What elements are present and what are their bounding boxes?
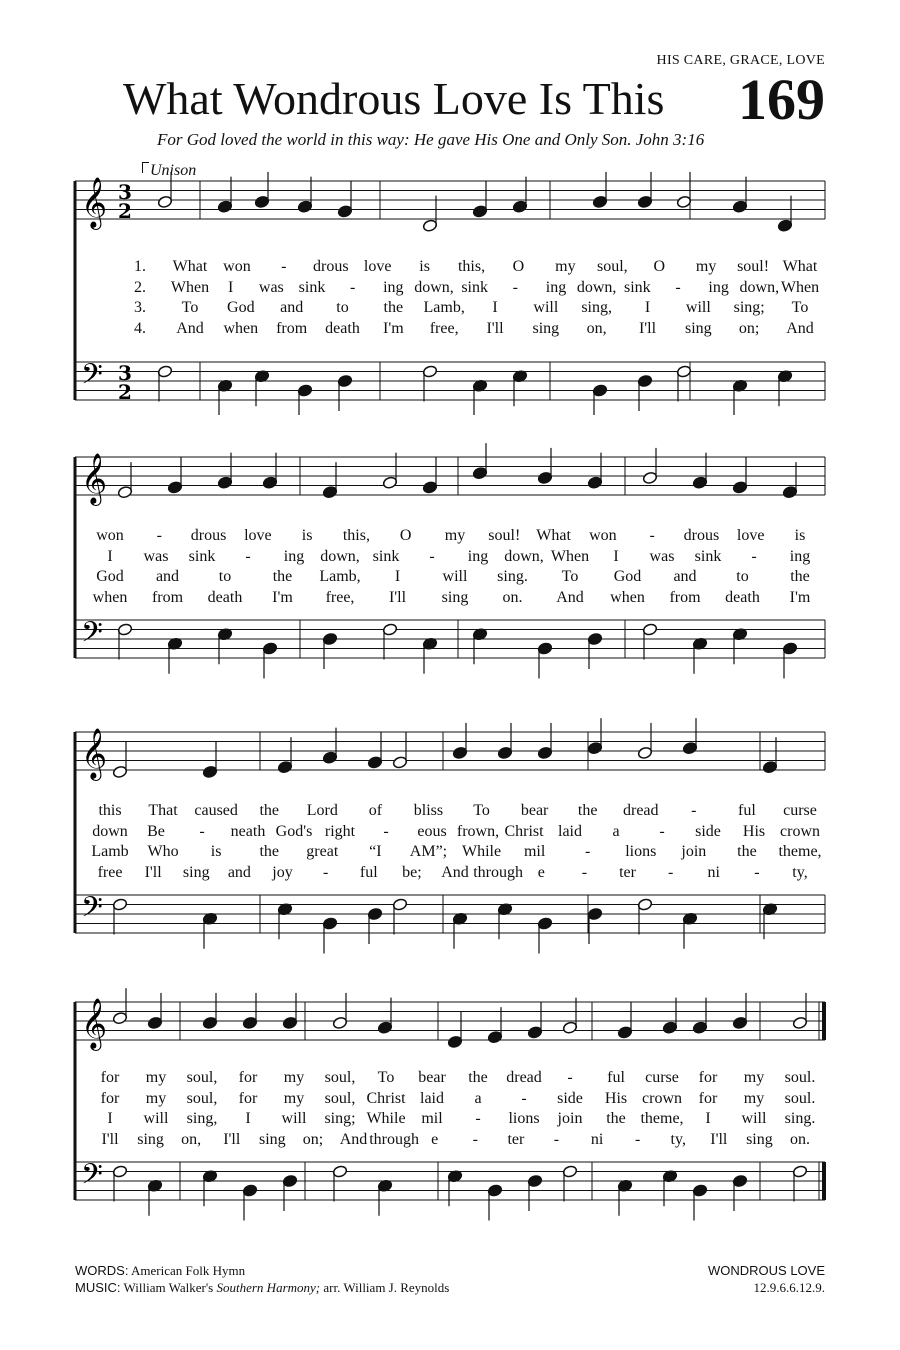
- lyric-syllable: ing: [283, 547, 305, 565]
- lyric-syllable: the: [737, 843, 757, 860]
- lyric-syllable: soul,: [186, 1069, 218, 1086]
- lyric-syllable: the: [272, 568, 293, 585]
- lyric-syllable: lions: [508, 1110, 540, 1127]
- credits-tune: [708, 1262, 825, 1296]
- lyric-syllable: sing: [137, 1130, 164, 1148]
- lyric-syllable: I'll: [144, 863, 162, 881]
- lyric-syllable: sing: [684, 319, 712, 337]
- lyric-syllable: -: [429, 547, 435, 565]
- meter: 12.9.6.6.12.9.: [753, 1280, 825, 1295]
- lyric-syllable: Lamb,: [423, 299, 465, 316]
- lyric-syllable: sink: [188, 547, 216, 565]
- lyric-syllable: When: [550, 547, 590, 565]
- treble-clef-icon: 𝄞: [81, 998, 108, 1049]
- lyric-syllable: sing: [182, 863, 210, 881]
- treble-clef-icon: 𝄞: [81, 453, 108, 504]
- lyric-syllable: laid: [558, 822, 582, 840]
- lyric-syllable: While: [366, 1110, 406, 1127]
- lyric-syllable: ter: [507, 1130, 525, 1148]
- lyric-syllable: I: [107, 547, 113, 565]
- lyric-syllable: is: [301, 527, 313, 544]
- lyric-syllable: won: [96, 527, 124, 544]
- lyric-syllable: will: [741, 1110, 767, 1127]
- lyric-syllable: I: [705, 1110, 711, 1127]
- lyric-syllable: -: [521, 1089, 527, 1107]
- lyric-syllable: What: [782, 258, 818, 275]
- lyric-syllable: join: [557, 1110, 583, 1127]
- lyric-syllable: my: [695, 258, 717, 275]
- lyric-syllable: I'll: [388, 588, 407, 606]
- time-signature-bottom: 2: [118, 199, 132, 223]
- lyric-syllable: death: [725, 588, 760, 606]
- lyric-syllable: And: [441, 863, 469, 881]
- lyric-syllable: this,: [457, 258, 486, 275]
- lyric-syllable: free: [97, 863, 123, 881]
- lyric-syllable: I: [644, 299, 651, 316]
- lyric-syllable: my: [145, 1069, 167, 1086]
- lyric-syllable: is: [794, 527, 806, 544]
- lyric-syllable: ni: [590, 1130, 604, 1148]
- lyric-syllable: down,: [414, 278, 454, 296]
- lyric-syllable: -: [634, 1130, 641, 1148]
- lyric-syllable: And: [339, 1130, 368, 1148]
- lyric-syllable: To: [561, 568, 579, 585]
- lyric-syllable: my: [743, 1069, 765, 1086]
- lyric-syllable: the: [383, 299, 404, 316]
- lyric-syllable: on;: [302, 1130, 324, 1148]
- lyric-syllable: bear: [520, 802, 549, 819]
- lyric-line-verse-2: [0, 279, 900, 299]
- lyric-syllable: on,: [181, 1130, 202, 1148]
- time-signature-top: 3: [118, 180, 132, 204]
- lyric-syllable: the: [577, 802, 598, 819]
- lyric-syllable: I'm: [272, 588, 293, 606]
- lyric-syllable: won: [223, 258, 251, 275]
- lyric-syllable: sing: [259, 1130, 286, 1148]
- lyric-syllable: sink: [298, 278, 326, 296]
- lyric-syllable: sing;: [324, 1110, 356, 1127]
- lyric-line-verse-4: [0, 320, 900, 340]
- lyric-syllable: drous: [312, 258, 349, 275]
- lyric-syllable: is: [419, 258, 430, 275]
- performance-note: Unison: [150, 162, 197, 179]
- lyric-syllable: And: [786, 319, 814, 337]
- lyric-syllable: To: [473, 802, 490, 819]
- lyric-syllable: ing: [467, 547, 489, 565]
- lyric-syllable: soul!: [737, 258, 770, 275]
- hymn-number: 169: [738, 67, 825, 132]
- lyric-syllable: lions: [625, 843, 657, 860]
- lyric-syllable: e: [537, 863, 545, 881]
- lyric-syllable: And: [556, 588, 584, 606]
- lyric-syllable: -: [751, 547, 757, 565]
- lyric-line-verse-2: [0, 823, 900, 843]
- lyric-syllable: soul.: [784, 1069, 816, 1086]
- lyric-syllable: -: [383, 822, 389, 840]
- lyric-syllable: for: [238, 1089, 258, 1107]
- lyric-syllable: and: [673, 568, 697, 585]
- lyric-syllable: While: [461, 843, 502, 860]
- lyric-syllable: down,: [576, 278, 617, 296]
- hymn-category: HIS CARE, GRACE, LOVE: [656, 53, 825, 68]
- lyric-syllable: sing,: [581, 299, 612, 316]
- lyric-syllable: ni: [707, 863, 720, 881]
- lyric-syllable: -: [581, 863, 588, 881]
- lyric-syllable: When: [780, 278, 820, 296]
- lyric-syllable: I'm: [789, 588, 811, 606]
- lyric-syllable: What: [172, 258, 208, 275]
- lyric-syllable: was: [258, 278, 284, 296]
- lyric-syllable: I'll: [710, 1130, 728, 1148]
- time-signature-top: 3: [118, 361, 132, 385]
- lyric-syllable: when: [92, 588, 128, 606]
- lyric-syllable: is: [210, 843, 222, 860]
- lyric-syllable: -: [475, 1110, 481, 1127]
- lyric-syllable: sink: [694, 547, 722, 565]
- lyric-syllable: on,: [586, 319, 607, 337]
- lyric-syllable: To: [791, 299, 809, 316]
- lyric-syllable: through: [473, 863, 524, 881]
- lyric-line-verse-3: [0, 568, 900, 588]
- lyric-syllable: death: [325, 319, 360, 337]
- lyric-syllable: mil: [523, 843, 546, 860]
- lyric-syllable: I: [245, 1110, 251, 1127]
- lyric-syllable: I: [492, 299, 498, 316]
- lyric-syllable: I: [227, 278, 234, 296]
- lyric-syllable: for: [238, 1069, 258, 1086]
- lyric-syllable: a: [474, 1089, 482, 1107]
- lyric-syllable: dread: [623, 802, 659, 819]
- lyric-syllable: from: [151, 588, 184, 606]
- lyric-syllable: ing: [545, 278, 567, 296]
- lyric-syllable: I'll: [223, 1130, 241, 1148]
- lyric-syllable: my: [743, 1089, 765, 1107]
- lyric-line-verse-2: [0, 548, 900, 568]
- lyric-syllable: AM”;: [409, 843, 448, 860]
- lyric-syllable: the: [790, 568, 810, 585]
- lyric-syllable: was: [649, 547, 675, 565]
- lyric-syllable: will: [533, 299, 559, 316]
- lyric-syllable: I'll: [638, 319, 657, 337]
- lyric-syllable: laid: [420, 1089, 444, 1107]
- lyric-syllable: curse: [783, 802, 817, 819]
- lyric-syllable: down,: [504, 547, 544, 565]
- tune-name: WONDROUS LOVE: [707, 1263, 825, 1278]
- lyric-syllable: e: [431, 1130, 439, 1148]
- lyric-syllable: -: [156, 527, 162, 544]
- lyric-syllable: -: [512, 278, 518, 296]
- lyric-line-verse-1: [0, 802, 900, 822]
- lyric-syllable: “I: [369, 843, 382, 860]
- lyric-syllable: Lord: [306, 802, 338, 819]
- lyric-syllable: on.: [790, 1130, 810, 1148]
- lyric-syllable: -: [567, 1069, 573, 1086]
- words-credit: WORDS: American Folk Hymn: [75, 1263, 246, 1278]
- lyric-syllable: sing,: [186, 1110, 218, 1127]
- lyric-syllable: my: [555, 258, 576, 275]
- lyric-syllable: -: [199, 822, 205, 840]
- lyric-line-verse-4: [0, 589, 900, 609]
- lyric-syllable: death: [207, 588, 243, 606]
- lyric-syllable: down: [92, 822, 128, 840]
- lyric-syllable: be;: [402, 863, 422, 881]
- scripture-reference: For God loved the world in this way: He gave His One and Only Son. John 3:16: [157, 130, 705, 149]
- lyric-syllable: -: [281, 258, 287, 275]
- lyric-syllable: will: [281, 1110, 307, 1127]
- lyric-syllable: ing: [708, 278, 729, 296]
- lyric-syllable: His: [742, 822, 766, 840]
- lyric-syllable: will: [442, 568, 468, 585]
- lyric-syllable: when: [610, 588, 645, 606]
- lyric-syllable: to: [336, 299, 349, 316]
- lyric-syllable: the: [259, 843, 279, 860]
- bass-clef-icon: 𝄢: [81, 616, 103, 656]
- lyric-syllable: free,: [325, 588, 355, 606]
- lyric-line-verse-4: [0, 864, 900, 884]
- verse-number: 4.: [134, 319, 146, 337]
- lyric-syllable: sing: [441, 588, 469, 606]
- lyric-syllable: love: [363, 258, 392, 275]
- lyric-syllable: O: [653, 258, 665, 275]
- lyric-syllable: bliss: [413, 802, 444, 819]
- lyric-syllable: sink: [623, 278, 651, 296]
- lyric-syllable: -: [322, 863, 329, 881]
- lyric-syllable: sink: [461, 278, 488, 296]
- lyric-syllable: through: [369, 1130, 419, 1148]
- lyric-syllable: side: [695, 822, 721, 840]
- lyric-syllable: for: [100, 1069, 120, 1086]
- lyric-syllable: soul,: [324, 1089, 356, 1107]
- lyric-syllable: right: [324, 822, 356, 840]
- lyric-syllable: His: [604, 1089, 628, 1107]
- lyric-syllable: What: [536, 527, 571, 544]
- lyric-syllable: soul,: [186, 1089, 218, 1107]
- lyric-line-verse-2: [0, 1090, 900, 1110]
- verse-number: 3.: [134, 299, 146, 316]
- lyric-syllable: caused: [194, 802, 238, 819]
- hymn-title: What Wondrous Love Is This: [123, 73, 665, 124]
- lyric-syllable: -: [349, 278, 356, 296]
- lyric-syllable: To: [377, 1069, 395, 1086]
- verse-number: 2.: [134, 278, 146, 296]
- lyric-syllable: my: [283, 1089, 305, 1107]
- lyric-syllable: and: [280, 299, 304, 316]
- lyric-syllable: drous: [190, 527, 227, 544]
- lyric-syllable: bear: [418, 1069, 446, 1086]
- lyric-syllable: and: [155, 568, 180, 585]
- lyric-syllable: theme,: [640, 1110, 684, 1127]
- bass-clef-icon: 𝄢: [81, 891, 103, 931]
- lyric-syllable: my: [145, 1089, 167, 1107]
- lyric-syllable: ty,: [792, 863, 808, 881]
- lyric-syllable: I'm: [383, 319, 404, 337]
- lyric-syllable: neath: [230, 822, 266, 840]
- lyric-syllable: sing;: [733, 299, 765, 316]
- lyric-syllable: sink: [372, 547, 400, 565]
- lyric-syllable: my: [444, 527, 466, 544]
- lyric-syllable: when: [223, 319, 259, 337]
- lyric-syllable: crown: [780, 822, 820, 840]
- lyric-syllable: this,: [342, 527, 370, 544]
- lyric-syllable: side: [557, 1089, 583, 1107]
- lyric-syllable: ful: [359, 863, 378, 881]
- lyric-syllable: for: [100, 1089, 120, 1107]
- lyric-line-verse-4: [0, 1131, 900, 1151]
- lyric-syllable: the: [259, 802, 279, 819]
- lyric-syllable: curse: [645, 1069, 679, 1086]
- treble-clef-icon: 𝄞: [81, 728, 108, 779]
- lyric-syllable: on.: [502, 588, 523, 606]
- lyric-line-verse-3: [0, 843, 900, 863]
- lyric-syllable: -: [585, 843, 591, 860]
- lyric-syllable: will: [685, 299, 711, 316]
- lyric-syllable: God: [227, 299, 255, 316]
- lyric-syllable: I'll: [101, 1130, 119, 1148]
- lyric-syllable: Christ: [504, 822, 544, 840]
- lyric-syllable: I'll: [486, 319, 504, 337]
- lyric-syllable: I: [394, 568, 401, 585]
- verse-number: 1.: [134, 258, 146, 275]
- lyric-syllable: -: [691, 802, 697, 819]
- lyric-syllable: drous: [683, 527, 720, 544]
- lyric-syllable: this: [98, 802, 122, 819]
- lyric-syllable: ty,: [670, 1130, 686, 1148]
- lyric-syllable: soul.: [784, 1089, 816, 1107]
- lyric-syllable: Who: [147, 843, 179, 860]
- lyric-syllable: sing: [746, 1130, 773, 1148]
- lyric-syllable: -: [675, 278, 681, 296]
- treble-clef-icon: 𝄞: [81, 177, 108, 228]
- lyric-syllable: That: [148, 802, 178, 819]
- lyric-syllable: soul!: [488, 527, 521, 544]
- lyric-syllable: ing: [383, 278, 404, 296]
- lyric-syllable: crown: [642, 1089, 682, 1107]
- lyric-syllable: a: [612, 822, 620, 840]
- lyric-line-verse-1: [0, 527, 900, 547]
- lyric-syllable: -: [553, 1130, 560, 1148]
- lyric-syllable: -: [659, 822, 665, 840]
- lyric-syllable: from: [276, 319, 308, 337]
- lyric-syllable: to: [218, 568, 232, 585]
- lyric-syllable: down,: [320, 547, 360, 565]
- lyric-syllable: was: [143, 547, 169, 565]
- lyric-syllable: sing.: [784, 1110, 816, 1127]
- lyric-syllable: To: [181, 299, 199, 316]
- lyric-syllable: Lamb: [91, 843, 129, 860]
- lyric-syllable: I: [613, 547, 619, 565]
- lyric-syllable: my: [283, 1069, 305, 1086]
- lyric-line-verse-1: [0, 1069, 900, 1089]
- lyric-syllable: ter: [619, 863, 636, 881]
- lyric-syllable: God: [96, 568, 124, 585]
- lyric-syllable: love: [244, 527, 272, 544]
- lyric-syllable: O: [512, 258, 525, 275]
- lyric-syllable: sing: [532, 319, 560, 337]
- lyric-syllable: down,: [739, 278, 780, 296]
- lyric-syllable: Lamb,: [319, 568, 361, 585]
- lyric-line-verse-3: [0, 299, 900, 319]
- lyric-syllable: dread: [506, 1069, 542, 1086]
- lyric-syllable: ing: [789, 547, 811, 565]
- lyric-syllable: -: [472, 1130, 478, 1148]
- lyric-syllable: Be: [147, 822, 165, 840]
- lyric-syllable: sing.: [497, 568, 528, 585]
- lyric-syllable: -: [245, 547, 251, 565]
- time-signature-bottom: 2: [118, 380, 132, 404]
- lyric-syllable: God's: [275, 822, 313, 840]
- lyric-syllable: joy: [272, 863, 293, 881]
- lyric-syllable: -: [667, 863, 674, 881]
- lyric-syllable: -: [754, 863, 760, 881]
- lyric-syllable: of: [368, 802, 383, 819]
- lyric-syllable: to: [736, 568, 749, 585]
- lyric-syllable: won: [589, 527, 617, 544]
- lyric-syllable: soul,: [324, 1069, 356, 1086]
- lyric-syllable: eous: [417, 822, 447, 840]
- lyric-syllable: O: [399, 527, 412, 544]
- music-credit: MUSIC: William Walker's Southern Harmony; arr. William J. Reynolds: [75, 1280, 450, 1295]
- lyric-syllable: the: [468, 1069, 488, 1086]
- lyric-syllable: I: [107, 1110, 113, 1127]
- lyric-syllable: for: [698, 1069, 718, 1086]
- lyric-line-verse-1: [0, 258, 900, 278]
- lyric-syllable: love: [736, 527, 765, 544]
- lyric-syllable: free,: [429, 319, 459, 337]
- lyric-syllable: theme,: [778, 843, 822, 860]
- lyric-syllable: frown,: [456, 822, 500, 840]
- lyric-line-verse-3: [0, 1110, 900, 1130]
- lyric-syllable: great: [306, 843, 339, 860]
- lyric-syllable: ful: [607, 1069, 625, 1086]
- lyric-syllable: And: [176, 319, 204, 337]
- bass-clef-icon: 𝄢: [81, 358, 103, 398]
- credits-words-music: [75, 1262, 449, 1296]
- lyric-syllable: When: [170, 278, 210, 296]
- lyric-syllable: join: [681, 843, 707, 860]
- lyric-syllable: will: [143, 1110, 169, 1127]
- lyric-syllable: Christ: [366, 1089, 406, 1107]
- lyric-syllable: on;: [738, 319, 760, 337]
- lyric-syllable: God: [613, 568, 642, 585]
- lyric-syllable: soul,: [596, 258, 628, 275]
- bass-clef-icon: 𝄢: [81, 1158, 103, 1198]
- lyric-syllable: -: [649, 527, 655, 544]
- lyric-syllable: for: [698, 1089, 718, 1107]
- lyric-syllable: the: [606, 1110, 626, 1127]
- lyric-syllable: ful: [738, 802, 756, 819]
- lyric-syllable: and: [227, 863, 251, 881]
- lyric-syllable: from: [669, 588, 701, 606]
- lyric-syllable: mil: [421, 1110, 443, 1127]
